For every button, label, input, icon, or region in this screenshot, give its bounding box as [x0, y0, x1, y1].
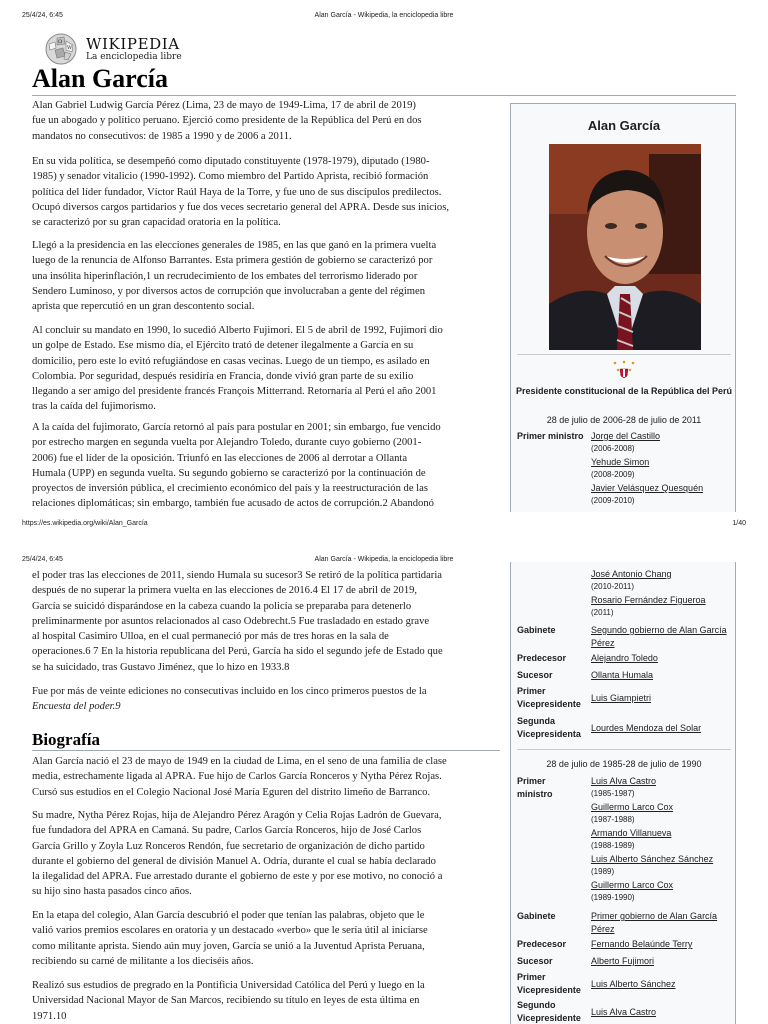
sucesor-value[interactable]: Ollanta Humala: [591, 670, 654, 680]
office-title[interactable]: Presidente constitucional de la República del Perú: [515, 386, 733, 396]
pm-name[interactable]: Jorge del Castillo: [591, 431, 661, 441]
infobox-continued: [510, 562, 736, 1024]
text-line: Encuesta del poder.9: [32, 701, 121, 713]
page-title: Alan García: [32, 64, 169, 93]
primer-ministro-label: Primer ministro: [517, 776, 553, 799]
paragraph-intro: [32, 98, 500, 144]
pm-name[interactable]: Rosario Fernández Figueroa: [591, 595, 706, 605]
term-dates-2006: 28 de julio de 2006-28 de julio de 2011: [546, 415, 702, 425]
gabinete-value[interactable]: Segundo gobierno de Alan García Pérez: [591, 625, 727, 648]
print-doc-title: Alan García - Wikipedia, la enciclopedia libre: [314, 556, 454, 563]
text-line: tras la caída del fujimorismo.: [32, 401, 156, 413]
text-line: Al concluir su mandato en 1990, lo sucedió Alberto Fujimori. El 5 de abril de 1992, Fujimori dio: [32, 325, 443, 336]
wikipedia-wordmark: WIKIPEDIA: [86, 35, 180, 53]
primer-ministro-label: Primer ministro: [517, 431, 584, 441]
segunda-vicepresidenta-value[interactable]: Lourdes Mendoza del Solar: [591, 723, 702, 733]
text-line: al hospital Casimiro Ulloa, en el cual permaneció por más de tres horas en la sala de: [32, 631, 389, 643]
text-line: se caracterizó por su gran capacidad oratoria en la política.: [32, 217, 281, 229]
text-line: luego de la renuncia de Alfonso Barrantes. Esta primera gestión de gobierno se caracterizó por: [32, 255, 433, 267]
print-header: [0, 12, 768, 24]
predecesor-value[interactable]: Fernando Belaúnde Terry: [591, 939, 693, 949]
text-line: García Grillo y Zoyla Luz Ronceros Rendón, fue secretario de organización de dicho partido: [32, 840, 425, 852]
text-line: como militante aprista. Siendo aún muy joven, García se unió a la Juventud Aprista Peruana,: [32, 940, 425, 952]
portrait-image: [549, 144, 701, 350]
text-line: Llegó a la presidencia en las elecciones generales de 1985, en las que ganó en la primera vuelta: [32, 240, 437, 251]
presidential-emblem: [515, 360, 733, 380]
text-line: su hijo sino hasta pasados cinco años.: [32, 886, 192, 898]
infobox: [510, 103, 736, 512]
pm-name[interactable]: Luis Alva Castro: [591, 776, 657, 786]
text-line: media, estrechamente ligada al APRA. Fue hijo de Carlos García Ronceros y Nytha Pérez Rojas.: [32, 771, 442, 783]
text-line: García se suicidó disparándose en la cabeza cuando la policía se preparaba para detenerlo: [32, 600, 412, 612]
svg-text:W: W: [67, 45, 73, 51]
infobox-title: Alan García: [587, 118, 661, 133]
text-line: política del líder fundador, Víctor Raúl Haya de la Torre, y fue uno de sus discípulos predilectos.: [32, 186, 442, 198]
paragraph-university: [32, 978, 500, 1024]
text-line: Humala (UPP) en segunda vuelta. Su segundo gobierno se caracterizó por la continuación de: [32, 467, 426, 479]
text-line: domicilio, pero este lo evitó refugiándose en casas vecinas. Luego de un tiempo, es asilado en: [32, 355, 430, 367]
text-line: Alan García nació el 23 de mayo de 1949 en la ciudad de Lima, en el seno de una familia de clase: [32, 756, 447, 767]
pm-years: (2009-2010): [591, 496, 635, 505]
pm-name[interactable]: Javier Velásquez Quesquén: [591, 483, 704, 493]
text-line: llegando a ser amigo del presidente francés François Mitterrand. Retornaría al Perú el año 2001: [32, 386, 437, 398]
sucesor-value[interactable]: Alberto Fujimori: [591, 956, 655, 966]
wikipedia-tagline: La enciclopedia libre: [86, 52, 182, 62]
text-line: proyectos de inversión pública, el crecimiento económico del país y la reestructuración de las: [32, 483, 428, 495]
segundo-vicepresidente-value[interactable]: Luis Alva Castro: [591, 1007, 657, 1017]
predecesor-label: Predecesor: [517, 653, 567, 663]
text-line: Realizó sus estudios de pregrado en la Pontificia Universidad Católica del Perú y luego en la: [32, 980, 425, 991]
pm-name[interactable]: José Antonio Chang: [591, 569, 672, 579]
print-doc-title: Alan García - Wikipedia, la enciclopedia libre: [314, 12, 454, 19]
pm-years: (2006-2008): [591, 444, 635, 453]
text-line: valió varios premios escolares en oratoria y un destacado «verbo» que le sería útil al iniciarse: [32, 925, 428, 937]
paragraph-birth: [32, 754, 500, 800]
text-line: Ocupó diversos cargos partidarios y fue dos veces secretario general del APRA. Desde sus inicios,: [32, 201, 449, 213]
sucesor-label: Sucesor: [517, 670, 553, 680]
text-line: operaciones.6 7 En la historia republicana del Perú, García ha sido el segundo jefe de Estado que: [32, 646, 443, 658]
predecesor-label: Predecesor: [517, 939, 567, 949]
text-line: aprista que repercutió en un gran descontento social.: [32, 301, 255, 313]
paragraph-first-presidency: [32, 238, 500, 314]
pm-years: (1987-1988): [591, 815, 635, 824]
print-footer: [0, 520, 768, 532]
text-line: la ilegalidad del APRA. Fue arrestado durante el gobierno de este y por ese motivo, no conoció a: [32, 871, 443, 883]
primer-vicepresidente-value[interactable]: Luis Alberto Sánchez: [591, 979, 676, 989]
text-line: Sendero Luminoso, y por diversos actos de corrupción que involucraban a gente del régimen: [32, 285, 426, 297]
text-line: 1985) y senador vitalicio (1990-1992). Como miembro del Partido Aprista, recibió formación: [32, 171, 429, 183]
primer-vicepresidente-label: Primer Vicepresidente: [517, 686, 581, 709]
text-line: Universidad Nacional Mayor de San Marcos, recibiendo su título en leyes de esta última en: [32, 995, 420, 1007]
paragraph-retirement: [32, 568, 500, 675]
section-divider: [32, 750, 500, 751]
pm-years: (1988-1989): [591, 841, 635, 850]
sucesor-label: Sucesor: [517, 956, 553, 966]
pm-years: (2010-2011): [591, 582, 634, 591]
text-line: A la caída del fujimorato, García retornó al país para postular en 2001; sin embargo, fue vencido: [32, 422, 441, 433]
text-line: un golpe de Estado. Ese mismo día, el Ejército trató de detener ilegalmente a García en su: [32, 340, 414, 352]
pm-years: (1989-1990): [591, 893, 635, 902]
primer-vicepresidente-value[interactable]: Luis Giampietri: [591, 693, 652, 703]
peru-emblem-icon: [609, 360, 639, 380]
text-line: En su vida política, se desempeñó como diputado constituyente (1978-1979), diputado (1980-: [32, 156, 430, 167]
pm-name[interactable]: Guillermo Larco Cox: [591, 802, 674, 812]
paragraph-political-career: [32, 154, 500, 230]
text-line: fue un abogado y político peruano. Ejerció como presidente de la República del Perú en dos: [32, 115, 422, 127]
pm-years: (1985-1987): [591, 789, 635, 798]
segunda-vicepresidenta-label: Segunda Vicepresidenta: [517, 716, 581, 739]
wikipedia-globe-icon: [44, 32, 78, 66]
print-timestamp: 25/4/24, 6:45: [22, 12, 63, 19]
infobox-divider: [517, 354, 731, 355]
print-page-2: [0, 548, 768, 1024]
infobox-divider: [517, 749, 731, 750]
primer-vicepresidente-label: Primer Vicepresidente: [517, 972, 581, 995]
pm-years: (2008-2009): [591, 470, 635, 479]
paragraph-encuesta: [32, 684, 500, 715]
section-heading-biografia: Biografía: [32, 730, 100, 749]
paragraph-exile: [32, 323, 500, 415]
text-line: Cursó sus estudios en el Colegio Nacional José María Eguren del distrito limeño de Barranco.: [32, 786, 431, 798]
text-line: Alan Gabriel Ludwig García Pérez (Lima, 23 de mayo de 1949-Lima, 17 de abril de 2019): [32, 100, 416, 111]
paragraph-second-presidency: [32, 420, 500, 512]
text-line: el poder tras las elecciones de 2011, siendo Humala su sucesor3 Se retiró de la política partidaria: [32, 570, 442, 581]
text-line: En la etapa del colegio, Alan García descubrió el poder que tenían las palabras, objeto que le: [32, 910, 425, 921]
wikipedia-logo[interactable]: [44, 32, 184, 66]
text-line: Su madre, Nytha Pérez Rojas, hija de Alejandro Pérez Aragón y Celia Rojas Ladrón de Guevara,: [32, 810, 442, 821]
text-line: 1971.10: [32, 1010, 67, 1022]
predecesor-value[interactable]: Alejandro Toledo: [591, 653, 658, 663]
text-line: preliminarmente por asuntos relacionados al caso Odebrecht.5 Fue trasladado en estado grave: [32, 615, 430, 627]
pm-name[interactable]: Armando Villanueva: [591, 828, 672, 838]
svg-text:Ω: Ω: [58, 39, 63, 45]
print-url[interactable]: https://es.wikipedia.org/wiki/Alan_García: [22, 520, 148, 527]
segundo-vicepresidente-label: Segundo Vicepresidente: [517, 1000, 581, 1023]
text-line: recibiendo su carné de militante a los dieciséis años.: [32, 955, 254, 967]
paragraph-parents: [32, 808, 500, 900]
paragraph-school: [32, 908, 500, 969]
pm-name[interactable]: Yehude Simon: [591, 457, 650, 467]
pm-name[interactable]: Guillermo Larco Cox: [591, 880, 674, 890]
text-line: relaciones diplomáticas; sin embargo, también fue acusado de actos de corrupción.2 Abandonó: [32, 498, 434, 510]
pm-years: (1989): [591, 867, 615, 876]
text-line: fue fundadora del APRA en Camaná. Su padre, Carlos García Ronceros, hijo de José Carlos: [32, 825, 422, 837]
text-line: 2006) fue el líder de la oposición. Triunfó en las elecciones de 2006 al derrotar a Ollanta: [32, 452, 408, 464]
print-timestamp: 25/4/24, 6:45: [22, 556, 63, 563]
text-line: durante el gobierno del general de división Manuel A. Odría, durante el cual se había declarado: [32, 855, 436, 867]
title-divider: [32, 95, 736, 96]
term-dates-1985: 28 de julio de 1985-28 de julio de 1990: [546, 759, 702, 769]
pm-years: (2011): [591, 608, 614, 617]
print-page-number: 1/40: [732, 520, 746, 527]
gabinete-label: Gabinete: [517, 625, 556, 635]
text-line: por estrecho margen en segunda vuelta por Alejandro Toledo, durante cuyo gobierno (2001-: [32, 437, 422, 449]
text-line: se ha suicidado, tras Gustavo Jiménez, que lo hizo en 1933.8: [32, 661, 290, 673]
text-line: después de no superar la primera vuelta en las elecciones de 2016.4 El 17 de abril de 2019,: [32, 585, 418, 597]
gabinete-label: Gabinete: [517, 911, 556, 921]
text-line: mandatos no consecutivos: de 1985 a 1990 y de 2006 a 2011.: [32, 130, 292, 142]
text-line: Fue por más de veinte ediciones no consecutivas incluido en los cinco primeros puestos de la: [32, 686, 427, 697]
text-line: Colombia. Por seguridad, después residiría en Francia, donde vivió gran parte de su exilio: [32, 370, 414, 382]
gabinete-value[interactable]: Primer gobierno de Alan García Pérez: [591, 911, 718, 934]
pm-name[interactable]: Luis Alberto Sánchez Sánchez: [591, 854, 714, 864]
portrait-photo[interactable]: [549, 144, 701, 350]
text-line: una insólita hiperinflación,1 un recrudecimiento de los embates del terrorismo liderado por: [32, 270, 418, 282]
